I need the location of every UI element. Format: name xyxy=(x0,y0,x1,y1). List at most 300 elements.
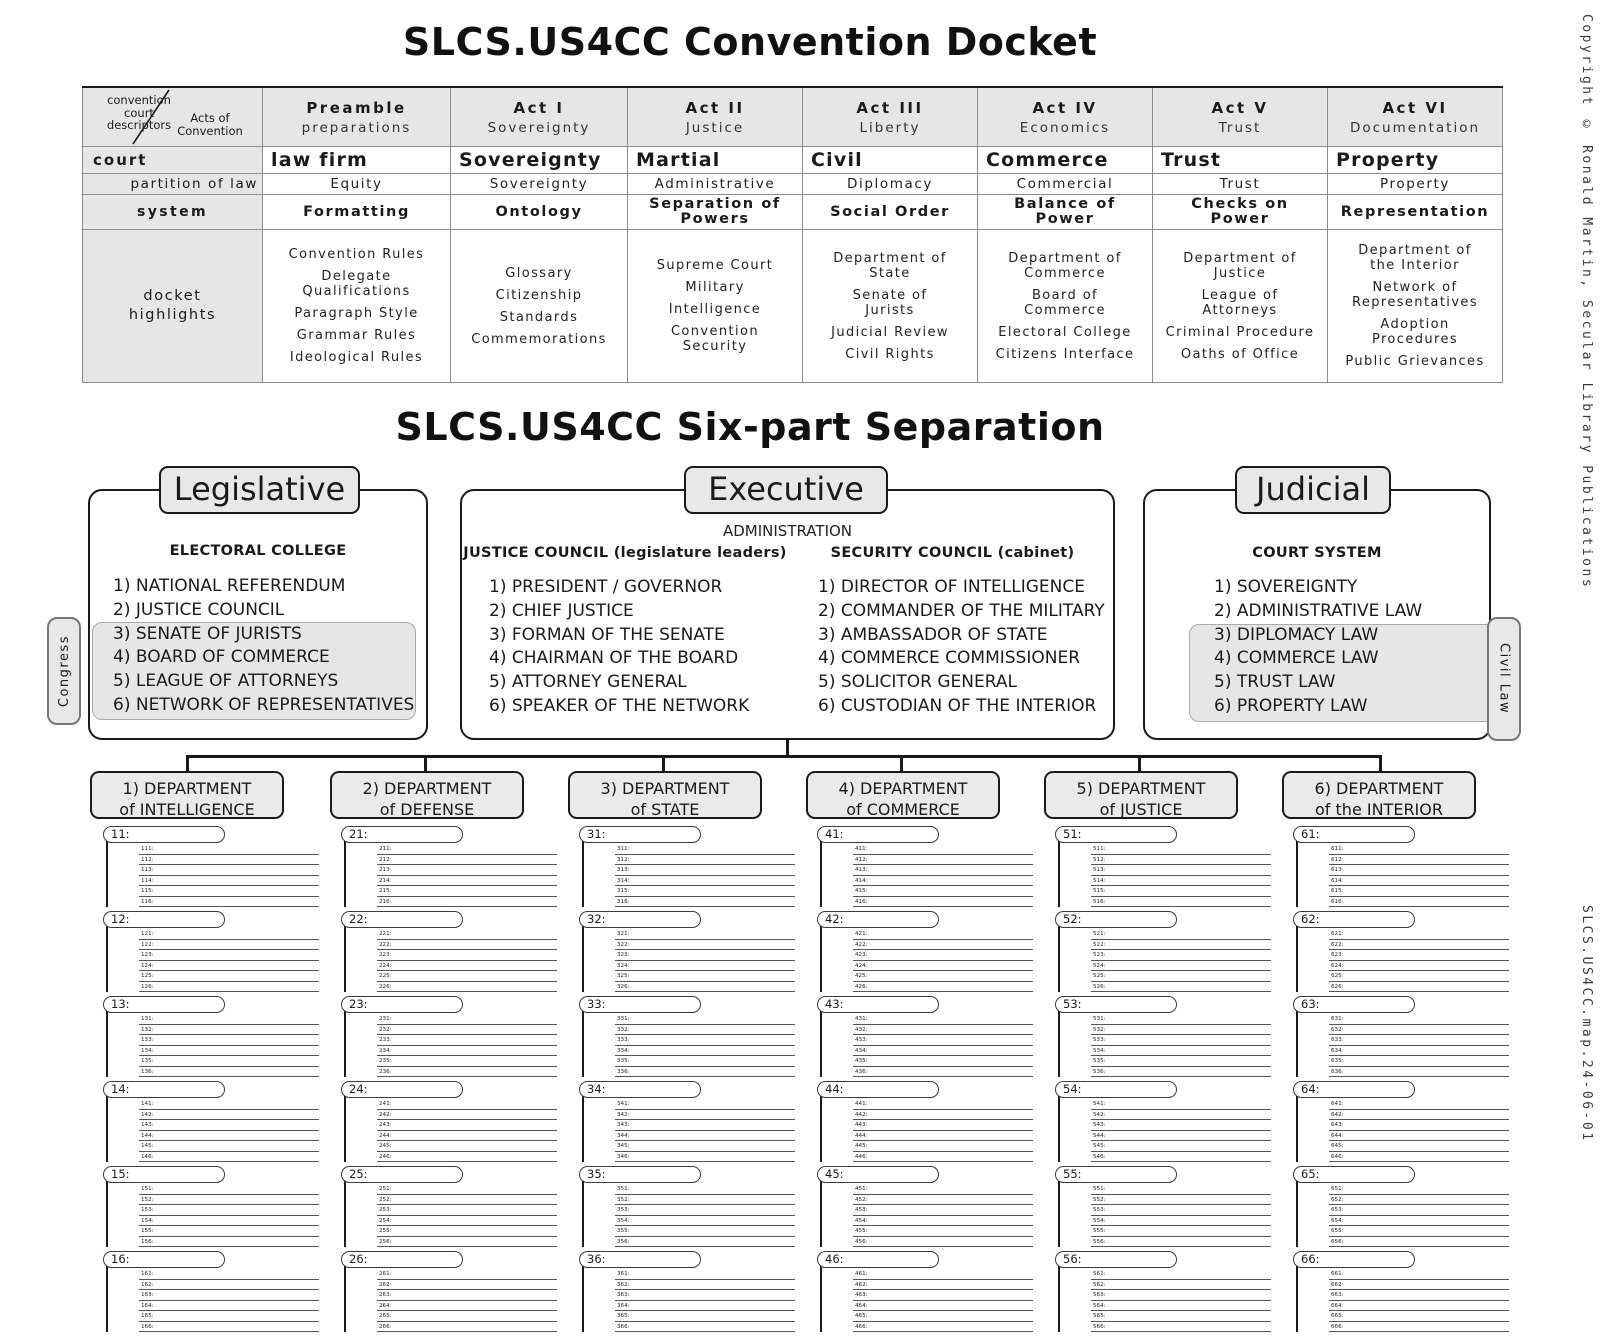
outline-subitem-row[interactable]: 225: xyxy=(377,971,557,982)
outline-subitem-row[interactable]: 435: xyxy=(853,1056,1033,1067)
outline-group-header[interactable]: 31: xyxy=(579,826,701,843)
list-item: 6) SPEAKER OF THE NETWORK xyxy=(489,695,750,716)
outline-subitem-row[interactable]: 433: xyxy=(853,1035,1033,1046)
outline-subitem-list xyxy=(1329,1183,1523,1247)
outline-subitem-row[interactable]: 436: xyxy=(853,1067,1033,1078)
outline-subitem-row[interactable]: 123: xyxy=(139,950,319,961)
outline-subitem-list xyxy=(139,1268,333,1332)
outline-subitem-row[interactable]: 425: xyxy=(853,971,1033,982)
outline-group-header[interactable]: 55: xyxy=(1055,1166,1177,1183)
outline-subitem-row[interactable]: 326: xyxy=(615,982,795,993)
outline-subitem-row[interactable]: 154: xyxy=(139,1216,319,1227)
outline-subitem-row[interactable]: 254: xyxy=(377,1216,557,1227)
outline-group-header[interactable]: 65: xyxy=(1293,1166,1415,1183)
outline-subitem-row[interactable]: 652: xyxy=(1329,1195,1509,1206)
branch-tab-executive[interactable] xyxy=(684,466,888,514)
outline-subitem-row[interactable]: 541: xyxy=(1091,1099,1271,1110)
branch-tab-judicial[interactable] xyxy=(1235,466,1391,514)
outline-group-header[interactable]: 22: xyxy=(341,911,463,928)
outline-group-header[interactable]: 61: xyxy=(1293,826,1415,843)
outline-subitem-row[interactable]: 522: xyxy=(1091,940,1271,951)
outline-subitem-row[interactable]: 314: xyxy=(615,876,795,887)
outline-subitem-row[interactable]: 244: xyxy=(377,1131,557,1142)
outline-subitem-row[interactable]: 365: xyxy=(615,1311,795,1322)
outline-subitem-row[interactable]: 642: xyxy=(1329,1110,1509,1121)
docket-highlight-item: Citizenship xyxy=(495,287,583,303)
outline-subitem-row[interactable]: 614: xyxy=(1329,876,1509,887)
outline-subitem-row[interactable]: 655: xyxy=(1329,1226,1509,1237)
outline-subitem-row[interactable]: 465: xyxy=(853,1311,1033,1322)
outline-subitem-row[interactable]: 233: xyxy=(377,1035,557,1046)
outline-subitem-row[interactable]: 134: xyxy=(139,1046,319,1057)
outline-subitem-row[interactable]: 632: xyxy=(1329,1025,1509,1036)
outline-subitem-row[interactable]: 352: xyxy=(615,1195,795,1206)
outline-subitem-row[interactable]: 455: xyxy=(853,1226,1033,1237)
list-item: 6) CUSTODIAN OF THE INTERIOR xyxy=(818,695,1097,716)
outline-subitem-list xyxy=(1329,928,1523,992)
outline-subitem-row[interactable]: 125: xyxy=(139,971,319,982)
outline-subitem-row[interactable]: 325: xyxy=(615,971,795,982)
outline-subitem-row[interactable]: 324: xyxy=(615,961,795,972)
department-box-interior[interactable] xyxy=(1282,771,1476,819)
outline-subitem-row[interactable]: 662: xyxy=(1329,1280,1509,1291)
outline-subitem-row[interactable]: 241: xyxy=(377,1099,557,1110)
outline-subitem-row[interactable]: 641: xyxy=(1329,1099,1509,1110)
outline-subitem-row[interactable]: 552: xyxy=(1091,1195,1271,1206)
docket-highlight-item: Oaths of Office xyxy=(1180,346,1300,362)
outline-group-rail xyxy=(582,919,584,992)
outline-subitem-row[interactable]: 126: xyxy=(139,982,319,993)
outline-subitem-row[interactable]: 624: xyxy=(1329,961,1509,972)
outline-subitem-row[interactable]: 132: xyxy=(139,1025,319,1036)
outline-subitem-row[interactable]: 223: xyxy=(377,950,557,961)
outline-subitem-row[interactable]: 411: xyxy=(853,844,1033,855)
outline-subitem-row[interactable]: 651: xyxy=(1329,1184,1509,1195)
outline-subitem-row[interactable]: 333: xyxy=(615,1035,795,1046)
outline-subitem-row[interactable]: 535: xyxy=(1091,1056,1271,1067)
outline-subitem-row[interactable]: 621: xyxy=(1329,929,1509,940)
outline-subitem-row[interactable]: 235: xyxy=(377,1056,557,1067)
outline-group-header[interactable]: 32: xyxy=(579,911,701,928)
outline-subitem-row[interactable]: 265: xyxy=(377,1311,557,1322)
outline-group-header[interactable]: 13: xyxy=(103,996,225,1013)
outline-group-rail xyxy=(344,1004,346,1077)
outline-subitem-row[interactable]: 354: xyxy=(615,1216,795,1227)
outline-subitem-row[interactable]: 562: xyxy=(1091,1280,1271,1291)
outline-subitem-row[interactable]: 255: xyxy=(377,1226,557,1237)
outline-subitem-row[interactable]: 426: xyxy=(853,982,1033,993)
outline-subitem-row[interactable]: 616: xyxy=(1329,897,1509,908)
outline-subitem-row[interactable]: 666: xyxy=(1329,1322,1509,1333)
outline-subitem-row[interactable]: 536: xyxy=(1091,1067,1271,1078)
outline-group-header[interactable]: 56: xyxy=(1055,1251,1177,1268)
outline-subitem-row[interactable]: 362: xyxy=(615,1280,795,1291)
outline-group-header[interactable]: 15: xyxy=(103,1166,225,1183)
outline-subitem-row[interactable]: 611: xyxy=(1329,844,1509,855)
outline-subitem-row[interactable]: 135: xyxy=(139,1056,319,1067)
outline-subitem-row[interactable]: 635: xyxy=(1329,1056,1509,1067)
outline-subitem-row[interactable]: 461: xyxy=(853,1269,1033,1280)
outline-subitem-row[interactable]: 136: xyxy=(139,1067,319,1078)
outline-subitem-row[interactable]: 133: xyxy=(139,1035,319,1046)
outline-subitem-row[interactable]: 114: xyxy=(139,876,319,887)
outline-subitem-row[interactable]: 164: xyxy=(139,1301,319,1312)
outline-subitem-row[interactable]: 546: xyxy=(1091,1152,1271,1163)
department-line1: 3) DEPARTMENT xyxy=(600,779,730,798)
outline-subitem-row[interactable]: 544: xyxy=(1091,1131,1271,1142)
outline-subitem-row[interactable]: 142: xyxy=(139,1110,319,1121)
outline-subitem-row[interactable]: 622: xyxy=(1329,940,1509,951)
outline-subitem-row[interactable]: 555: xyxy=(1091,1226,1271,1237)
outline-group xyxy=(103,1166,333,1247)
outline-subitem-row[interactable]: 545: xyxy=(1091,1141,1271,1152)
outline-group-rail xyxy=(106,919,108,992)
outline-group-header[interactable]: 14: xyxy=(103,1081,225,1098)
outline-column-4 xyxy=(817,826,1047,1336)
outline-subitem-row[interactable]: 166: xyxy=(139,1322,319,1333)
outline-subitem-row[interactable]: 256: xyxy=(377,1237,557,1248)
outline-subitem-row[interactable]: 151: xyxy=(139,1184,319,1195)
outline-subitem-row[interactable]: 422: xyxy=(853,940,1033,951)
outline-subitem-row[interactable]: 351: xyxy=(615,1184,795,1195)
outline-subitem-row[interactable]: 243: xyxy=(377,1120,557,1131)
outline-group-header[interactable]: 24: xyxy=(341,1081,463,1098)
outline-subitem-row[interactable]: 313: xyxy=(615,865,795,876)
outline-subitem-row[interactable]: 543: xyxy=(1091,1120,1271,1131)
outline-subitem-row[interactable]: 466: xyxy=(853,1322,1033,1333)
outline-subitem-row[interactable]: 533: xyxy=(1091,1035,1271,1046)
act-subtitle: Trust xyxy=(1218,119,1262,136)
outline-subitem-row[interactable]: 431: xyxy=(853,1014,1033,1025)
outline-group-header[interactable]: 53: xyxy=(1055,996,1177,1013)
outline-group-header[interactable]: 11: xyxy=(103,826,225,843)
department-box-intelligence[interactable] xyxy=(90,771,284,819)
outline-group-header[interactable]: 42: xyxy=(817,911,939,928)
outline-subitem-row[interactable]: 261: xyxy=(377,1269,557,1280)
partition-value: Trust xyxy=(1153,174,1328,195)
outline-subitem-row[interactable]: 162: xyxy=(139,1280,319,1291)
outline-subitem-row[interactable]: 355: xyxy=(615,1226,795,1237)
outline-subitem-row[interactable]: 145: xyxy=(139,1141,319,1152)
outline-subitem-row[interactable]: 551: xyxy=(1091,1184,1271,1195)
outline-subitem-row[interactable]: 161: xyxy=(139,1269,319,1280)
outline-subitem-list xyxy=(377,843,571,907)
outline-subitem-row[interactable]: 553: xyxy=(1091,1205,1271,1216)
outline-subitem-row[interactable]: 453: xyxy=(853,1205,1033,1216)
outline-subitem-row[interactable]: 664: xyxy=(1329,1301,1509,1312)
outline-group-header[interactable]: 12: xyxy=(103,911,225,928)
outline-group-header[interactable]: 16: xyxy=(103,1251,225,1268)
outline-subitem-row[interactable]: 446: xyxy=(853,1152,1033,1163)
outline-subitem-row[interactable]: 366: xyxy=(615,1322,795,1333)
outline-subitem-row[interactable]: 414: xyxy=(853,876,1033,887)
outline-subitem-row[interactable]: 413: xyxy=(853,865,1033,876)
outline-subitem-row[interactable]: 264: xyxy=(377,1301,557,1312)
outline-subitem-row[interactable]: 441: xyxy=(853,1099,1033,1110)
outline-subitem-row[interactable]: 146: xyxy=(139,1152,319,1163)
outline-group-header[interactable]: 46: xyxy=(817,1251,939,1268)
outline-subitem-row[interactable]: 656: xyxy=(1329,1237,1509,1248)
outline-subitem-row[interactable]: 645: xyxy=(1329,1141,1509,1152)
security-council-heading: SECURITY COUNCIL (cabinet) xyxy=(830,545,1075,561)
outline-subitem-row[interactable]: 212: xyxy=(377,855,557,866)
outline-subitem-row[interactable]: 356: xyxy=(615,1237,795,1248)
outline-subitem-row[interactable]: 521: xyxy=(1091,929,1271,940)
outline-subitem-row[interactable]: 361: xyxy=(615,1269,795,1280)
outline-subitem-row[interactable]: 626: xyxy=(1329,982,1509,993)
outline-subitem-row[interactable]: 152: xyxy=(139,1195,319,1206)
outline-subitem-row[interactable]: 331: xyxy=(615,1014,795,1025)
outline-group-header[interactable]: 35: xyxy=(579,1166,701,1183)
outline-subitem-row[interactable]: 342: xyxy=(615,1110,795,1121)
department-box-state[interactable] xyxy=(568,771,762,819)
outline-subitem-row[interactable]: 423: xyxy=(853,950,1033,961)
outline-subitem-row[interactable]: 612: xyxy=(1329,855,1509,866)
outline-subitem-row[interactable]: 113: xyxy=(139,865,319,876)
outline-group-header[interactable]: 26: xyxy=(341,1251,463,1268)
outline-subitem-row[interactable]: 215: xyxy=(377,886,557,897)
department-box-defense[interactable] xyxy=(330,771,524,819)
outline-subitem-row[interactable]: 463: xyxy=(853,1290,1033,1301)
outline-group-header[interactable]: 41: xyxy=(817,826,939,843)
outline-group-header[interactable]: 25: xyxy=(341,1166,463,1183)
outline-subitem-row[interactable]: 654: xyxy=(1329,1216,1509,1227)
outline-subitem-row[interactable]: 262: xyxy=(377,1280,557,1291)
table-row-partition xyxy=(83,174,1503,195)
outline-group-header[interactable]: 23: xyxy=(341,996,463,1013)
outline-subitem-row[interactable]: 116: xyxy=(139,897,319,908)
outline-subitem-row[interactable]: 131: xyxy=(139,1014,319,1025)
outline-subitem-row[interactable]: 341: xyxy=(615,1099,795,1110)
outline-subitem-row[interactable]: 222: xyxy=(377,940,557,951)
outline-subitem-row[interactable]: 253: xyxy=(377,1205,557,1216)
judicial-group-heading: COURT SYSTEM xyxy=(1252,545,1382,561)
outline-subitem-row[interactable]: 334: xyxy=(615,1046,795,1057)
outline-subitem-row[interactable]: 311: xyxy=(615,844,795,855)
outline-subitem-row[interactable]: 451: xyxy=(853,1184,1033,1195)
outline-subitem-row[interactable]: 344: xyxy=(615,1131,795,1142)
outline-subitem-row[interactable]: 644: xyxy=(1329,1131,1509,1142)
outline-subitem-row[interactable]: 625: xyxy=(1329,971,1509,982)
outline-subitem-row[interactable]: 653: xyxy=(1329,1205,1509,1216)
outline-group xyxy=(103,826,333,907)
outline-subitem-row[interactable]: 266: xyxy=(377,1322,557,1333)
outline-subitem-row[interactable]: 623: xyxy=(1329,950,1509,961)
outline-group-header[interactable]: 62: xyxy=(1293,911,1415,928)
outline-subitem-row[interactable]: 353: xyxy=(615,1205,795,1216)
outline-subitem-row[interactable]: 211: xyxy=(377,844,557,855)
outline-subitem-row[interactable]: 112: xyxy=(139,855,319,866)
outline-subitem-row[interactable]: 636: xyxy=(1329,1067,1509,1078)
department-line2: of DEFENSE xyxy=(379,800,475,819)
outline-group xyxy=(1055,996,1285,1077)
outline-subitem-row[interactable]: 554: xyxy=(1091,1216,1271,1227)
outline-group-header[interactable]: 51: xyxy=(1055,826,1177,843)
outline-subitem-row[interactable]: 111: xyxy=(139,844,319,855)
outline-group-header[interactable]: 34: xyxy=(579,1081,701,1098)
outline-subitem-row[interactable]: 343: xyxy=(615,1120,795,1131)
outline-group-header[interactable]: 63: xyxy=(1293,996,1415,1013)
outline-subitem-row[interactable]: 321: xyxy=(615,929,795,940)
court-value: Trust xyxy=(1153,147,1328,174)
outline-subitem-row[interactable]: 643: xyxy=(1329,1120,1509,1131)
outline-subitem-row[interactable]: 516: xyxy=(1091,897,1271,908)
outline-subitem-row[interactable]: 214: xyxy=(377,876,557,887)
outline-subitem-row[interactable]: 234: xyxy=(377,1046,557,1057)
outline-subitem-row[interactable]: 332: xyxy=(615,1025,795,1036)
outline-subitem-row[interactable]: 245: xyxy=(377,1141,557,1152)
outline-subitem-row[interactable]: 165: xyxy=(139,1311,319,1322)
outline-subitem-row[interactable]: 633: xyxy=(1329,1035,1509,1046)
outline-subitem-row[interactable]: 336: xyxy=(615,1067,795,1078)
outline-subitem-row[interactable]: 242: xyxy=(377,1110,557,1121)
outline-group xyxy=(1293,1081,1523,1162)
outline-subitem-row[interactable]: 153: xyxy=(139,1205,319,1216)
outline-subitem-row[interactable]: 143: xyxy=(139,1120,319,1131)
outline-subitem-row[interactable]: 565: xyxy=(1091,1311,1271,1322)
outline-subitem-row[interactable]: 515: xyxy=(1091,886,1271,897)
outline-subitem-row[interactable]: 121: xyxy=(139,929,319,940)
outline-subitem-row[interactable]: 232: xyxy=(377,1025,557,1036)
outline-subitem-row[interactable]: 335: xyxy=(615,1056,795,1067)
outline-subitem-row[interactable]: 124: xyxy=(139,961,319,972)
outline-subitem-row[interactable]: 316: xyxy=(615,897,795,908)
docket-highlight-item: Intelligence xyxy=(668,302,762,317)
docket-highlight-item: Paragraph Style xyxy=(294,306,419,321)
outline-group-header[interactable]: 33: xyxy=(579,996,701,1013)
outline-subitem-row[interactable]: 442: xyxy=(853,1110,1033,1121)
outline-subitem-row[interactable]: 464: xyxy=(853,1301,1033,1312)
outline-subitem-row[interactable]: 364: xyxy=(615,1301,795,1312)
outline-group-header[interactable]: 44: xyxy=(817,1081,939,1098)
outline-subitem-row[interactable]: 531: xyxy=(1091,1014,1271,1025)
outline-subitem-row[interactable]: 236: xyxy=(377,1067,557,1078)
outline-subitem-row[interactable]: 564: xyxy=(1091,1301,1271,1312)
outline-subitem-row[interactable]: 646: xyxy=(1329,1152,1509,1163)
outline-subitem-row[interactable]: 263: xyxy=(377,1290,557,1301)
system-value: Representation xyxy=(1328,195,1503,230)
outline-subitem-row[interactable]: 432: xyxy=(853,1025,1033,1036)
outline-subitem-row[interactable]: 514: xyxy=(1091,876,1271,887)
outline-group-header[interactable]: 43: xyxy=(817,996,939,1013)
outline-subitem-row[interactable]: 456: xyxy=(853,1237,1033,1248)
outline-subitem-row[interactable]: 416: xyxy=(853,897,1033,908)
outline-subitem-row[interactable]: 421: xyxy=(853,929,1033,940)
outline-group xyxy=(579,911,809,992)
outline-subitem-row[interactable]: 444: xyxy=(853,1131,1033,1142)
outline-subitem-row[interactable]: 312: xyxy=(615,855,795,866)
outline-subitem-row[interactable]: 563: xyxy=(1091,1290,1271,1301)
department-box-justice[interactable] xyxy=(1044,771,1238,819)
outline-subitem-row[interactable]: 443: xyxy=(853,1120,1033,1131)
outline-subitem-row[interactable]: 523: xyxy=(1091,950,1271,961)
outline-subitem-row[interactable]: 221: xyxy=(377,929,557,940)
outline-subitem-row[interactable]: 345: xyxy=(615,1141,795,1152)
outline-group-header[interactable]: 36: xyxy=(579,1251,701,1268)
row-label-system: system xyxy=(83,195,263,230)
department-box-commerce[interactable] xyxy=(806,771,1000,819)
outline-group xyxy=(817,996,1047,1077)
outline-subitem-row[interactable]: 246: xyxy=(377,1152,557,1163)
outline-subitem-row[interactable]: 512: xyxy=(1091,855,1271,866)
outline-subitem-row[interactable]: 163: xyxy=(139,1290,319,1301)
outline-subitem-row[interactable]: 525: xyxy=(1091,971,1271,982)
outline-subitem-row[interactable]: 122: xyxy=(139,940,319,951)
outline-group-header[interactable]: 66: xyxy=(1293,1251,1415,1268)
branch-tab-legislative[interactable] xyxy=(159,466,360,514)
outline-subitem-row[interactable]: 665: xyxy=(1329,1311,1509,1322)
outline-subitem-row[interactable]: 346: xyxy=(615,1152,795,1163)
docket-highlight-item: Glossary xyxy=(505,265,573,281)
outline-subitem-row[interactable]: 661: xyxy=(1329,1269,1509,1280)
outline-subitem-row[interactable]: 251: xyxy=(377,1184,557,1195)
outline-group xyxy=(579,1081,809,1162)
outline-subitem-row[interactable]: 615: xyxy=(1329,886,1509,897)
outline-group-header[interactable]: 54: xyxy=(1055,1081,1177,1098)
outline-subitem-row[interactable]: 634: xyxy=(1329,1046,1509,1057)
outline-subitem-row[interactable]: 415: xyxy=(853,886,1033,897)
outline-subitem-row[interactable]: 462: xyxy=(853,1280,1033,1291)
outline-subitem-row[interactable]: 445: xyxy=(853,1141,1033,1152)
outline-subitem-row[interactable]: 115: xyxy=(139,886,319,897)
outline-subitem-row[interactable]: 252: xyxy=(377,1195,557,1206)
outline-subitem-row[interactable]: 542: xyxy=(1091,1110,1271,1121)
act-name: Act II xyxy=(685,98,745,117)
outline-subitem-row[interactable]: 534: xyxy=(1091,1046,1271,1057)
outline-subitem-row[interactable]: 144: xyxy=(139,1131,319,1142)
outline-subitem-row[interactable]: 511: xyxy=(1091,844,1271,855)
outline-subitem-row[interactable]: 322: xyxy=(615,940,795,951)
outline-subitem-row[interactable]: 524: xyxy=(1091,961,1271,972)
outline-subitem-row[interactable]: 231: xyxy=(377,1014,557,1025)
outline-subitem-row[interactable]: 434: xyxy=(853,1046,1033,1057)
outline-subitem-row[interactable]: 452: xyxy=(853,1195,1033,1206)
outline-subitem-row[interactable]: 216: xyxy=(377,897,557,908)
department-line1: 4) DEPARTMENT xyxy=(838,779,968,798)
outline-subitem-row[interactable]: 663: xyxy=(1329,1290,1509,1301)
outline-subitem-row[interactable]: 226: xyxy=(377,982,557,993)
outline-subitem-row[interactable]: 213: xyxy=(377,865,557,876)
outline-subitem-row[interactable]: 424: xyxy=(853,961,1033,972)
outline-subitem-row[interactable]: 323: xyxy=(615,950,795,961)
outline-subitem-row[interactable]: 613: xyxy=(1329,865,1509,876)
outline-subitem-row[interactable]: 156: xyxy=(139,1237,319,1248)
outline-subitem-row[interactable]: 561: xyxy=(1091,1269,1271,1280)
outline-subitem-row[interactable]: 566: xyxy=(1091,1322,1271,1333)
court-value: Sovereignty xyxy=(451,147,628,174)
outline-subitem-row[interactable]: 315: xyxy=(615,886,795,897)
outline-subitem-row[interactable]: 363: xyxy=(615,1290,795,1301)
outline-group-header[interactable]: 45: xyxy=(817,1166,939,1183)
outline-subitem-row[interactable]: 224: xyxy=(377,961,557,972)
outline-group-header[interactable]: 64: xyxy=(1293,1081,1415,1098)
outline-subitem-row[interactable]: 155: xyxy=(139,1226,319,1237)
outline-subitem-row[interactable]: 631: xyxy=(1329,1014,1509,1025)
outline-subitem-list xyxy=(1329,1098,1523,1162)
outline-group-header[interactable]: 21: xyxy=(341,826,463,843)
outline-subitem-row[interactable]: 454: xyxy=(853,1216,1033,1227)
outline-subitem-row[interactable]: 412: xyxy=(853,855,1033,866)
outline-subitem-row[interactable]: 526: xyxy=(1091,982,1271,993)
outline-group xyxy=(1293,826,1523,907)
map-identifier: SLCS.US4CC.map.24-06-01 xyxy=(1579,905,1594,1143)
outline-subitem-row[interactable]: 141: xyxy=(139,1099,319,1110)
outline-group-header[interactable]: 52: xyxy=(1055,911,1177,928)
outline-subitem-row[interactable]: 513: xyxy=(1091,865,1271,876)
outline-subitem-row[interactable]: 556: xyxy=(1091,1237,1271,1248)
docket-highlight-item: Civil Rights xyxy=(845,346,935,362)
outline-subitem-row[interactable]: 532: xyxy=(1091,1025,1271,1036)
